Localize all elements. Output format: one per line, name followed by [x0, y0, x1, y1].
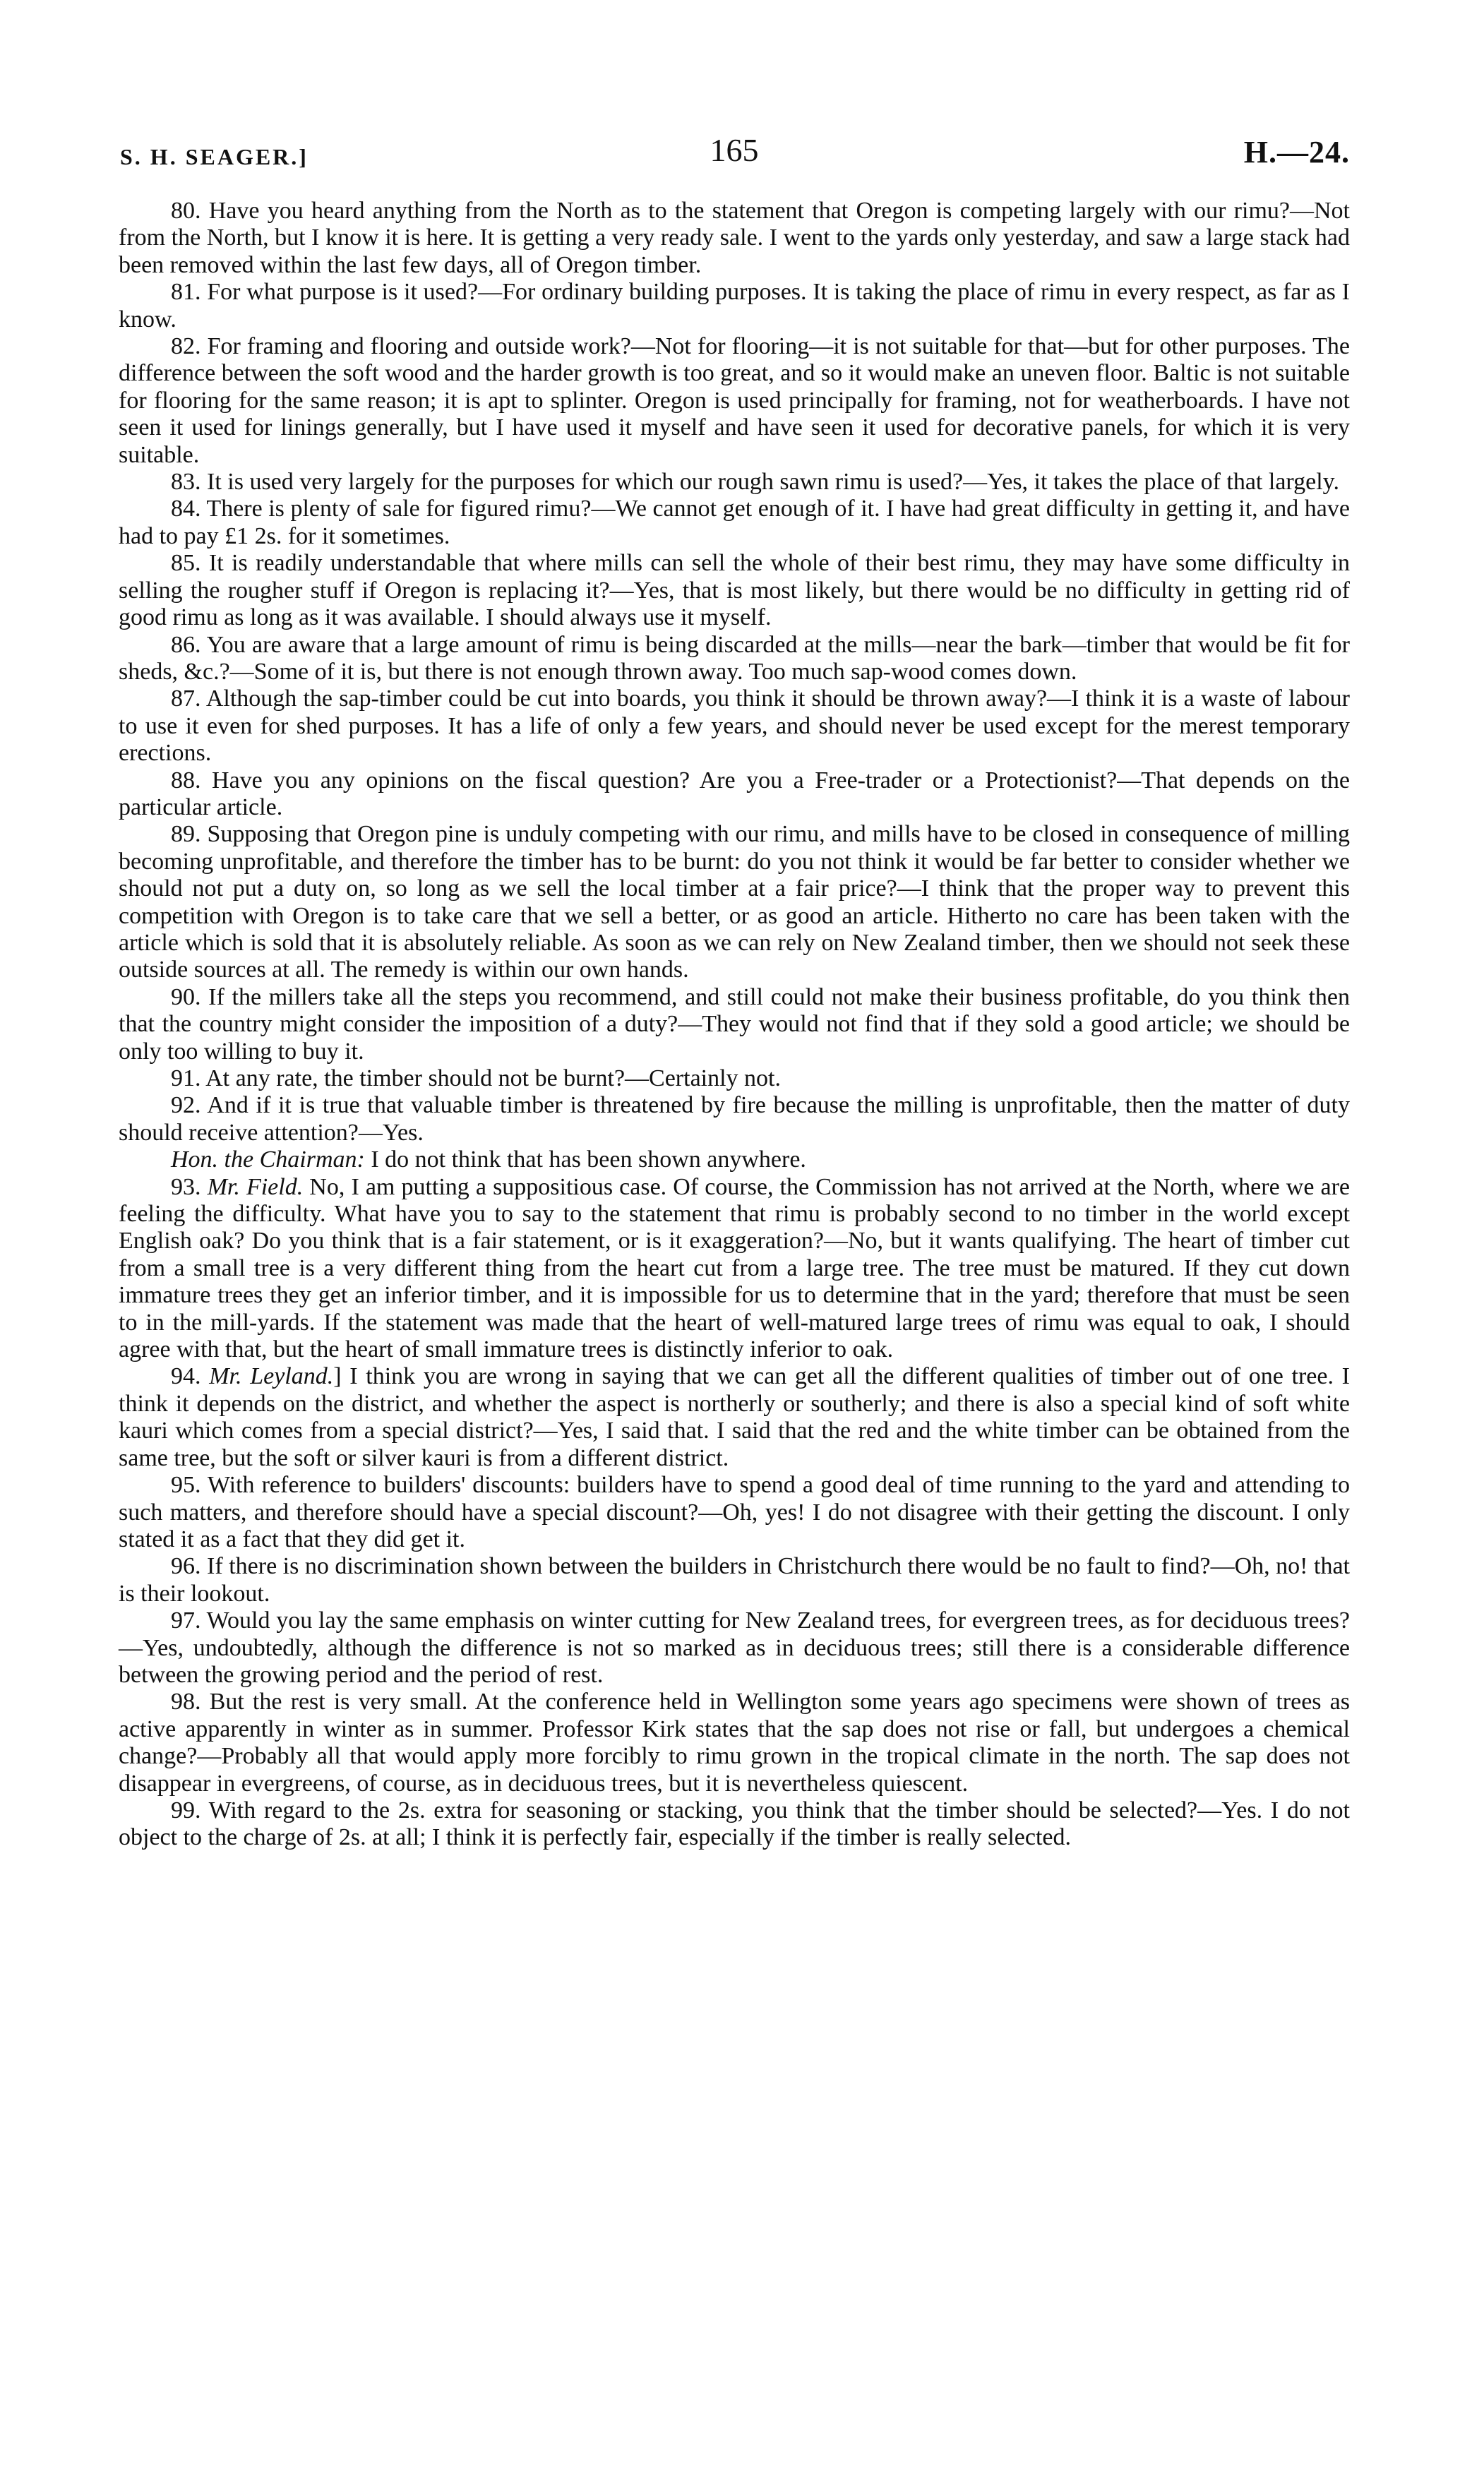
evidence-text — [119, 198, 1350, 1852]
paragraph-98: 98. But the rest is very small. At the conference held in Wellington some years ago specimens were shown of trees as active apparently in winter as in summer. Professor Kirk states that the sap does not rise or fall, but undergoes a chemical change?—Probably all that would apply more forcibly to rimu grown in the tropical climate in the north. The sap does not disappear in evergreens, of course, as in deciduous trees, but it is nevertheless quiescent. — [119, 1689, 1350, 1797]
paragraph-85: 85. It is readily understandable that where mills can sell the whole of their best rimu, they may have some difficulty in selling the rougher stuff if Oregon is replacing it?—Yes, that is most likely, but there would be no difficulty in getting rid of good rimu as long as it was available. I should always use it myself. — [119, 550, 1350, 631]
paragraph-96: 96. If there is no discrimination shown between the builders in Christchurch there would be no fault to find?—Oh, no! that is their lookout. — [119, 1553, 1350, 1607]
paragraph-83: 83. It is used very largely for the purposes for which our rough sawn rimu is used?—Yes, it takes the place of that largely. — [171, 469, 1339, 496]
witness-name: S. H. SEAGER.] — [120, 144, 309, 169]
speaker-name: Hon. the Chairman: — [171, 1146, 365, 1173]
paragraph-87: 87. Although the sap-timber could be cut into boards, you think it should be thrown away?—I think it is a waste of labour to use it even for shed purposes. It has a life of only a few years, and should never be used except for the merest temporary erections. — [119, 685, 1350, 767]
page-header — [119, 113, 1350, 198]
paragraph-81: 81. For what purpose is it used?—For ordinary building purposes. It is taking the place of rimu in every respect, as far as I know. — [119, 279, 1350, 333]
paragraph-95: 95. With reference to builders' discounts: builders have to spend a good deal of time running to the yard and attending to such matters, and therefore should have a special discount?—Oh, yes! I do not disagree with their getting the discount. I only stated it as a fact that they did get it. — [119, 1472, 1350, 1552]
paragraph-88: 88. Have you any opinions on the fiscal question? Are you a Free-trader or a Protectionist?—That depends on the particular article. — [119, 767, 1350, 820]
paragraph-99: 99. With regard to the 2s. extra for seasoning or stacking, you think that the timber should be selected?—Yes. I do not object to the charge of 2s. at all; I think it is perfectly fair, especially if the timber is really selected. — [119, 1797, 1350, 1851]
paragraph-97: 97. Would you lay the same emphasis on winter cutting for New Zealand trees, for evergreen trees, as for deciduous trees?—Yes, undoubtedly, although the difference is not so marked as in deciduous trees; still there is a considerable difference between the growing period and the period of rest. — [119, 1607, 1350, 1688]
speaker-name: Mr. Leyland. — [209, 1363, 334, 1390]
page-number: 165 — [710, 132, 759, 168]
paragraph-92: 92. And if it is true that valuable timber is threatened by fire because the milling is unprofitable, then the matter of duty should receive attention?—Yes. — [119, 1092, 1350, 1146]
paragraph-94: 94. Mr. Leyland.] I think you are wrong in saying that we can get all the different qualities of timber out of one tree. I think it depends on the district, and whether the aspect is northerly or southerly; and there is also a special kind of soft white kauri which comes from a special district?—Yes, I said that. I said that the red and the white timber can be obtained from the same tree, but the soft or silver kauri is from a different district. — [119, 1363, 1350, 1471]
paragraph-89: 89. Supposing that Oregon pine is unduly competing with our rimu, and mills have to be closed in consequence of milling becoming unprofitable, and therefore the timber has to be burnt: do you not think it would be far better to consider whether we should not put a duty on, so long as we sell the local timber at a fair price?—I think that the proper way to prevent this competition with Oregon is to take care that we sell a better, or as good an article. Hitherto no care has been taken with the article which is sold that it is absolutely reliable. As soon as we can rely on New Zealand timber, then we should not seek these outside sources at all. The remedy is within our own hands. — [119, 821, 1350, 983]
speaker-name: Mr. Field. — [207, 1173, 304, 1200]
paragraph-82: 82. For framing and flooring and outside work?—Not for flooring—it is not suitable for that—but for other purposes. The difference between the soft wood and the harder growth is too great, and so it would make an uneven floor. Baltic is not suitable for flooring for the same reason; it is apt to splinter. Oregon is used principally for framing, not for weatherboards. I have not seen it used for linings generally, but I have used it myself and have seen it used for decorative panels, for which it is very suitable. — [119, 333, 1350, 468]
paragraph-90: 90. If the millers take all the steps you recommend, and still could not make their business profitable, do you think then that the country might consider the imposition of a duty?—They would not find that if they sold a good article; we should be only too willing to buy it. — [119, 983, 1350, 1065]
paragraph-93: 93. Mr. Field. No, I am putting a suppositious case. Of course, the Commission has not arrived at the North, where we are feeling the difficulty. What have you to say to the statement that rimu is probably second to no timber in the world except English oak? Do you think that is a fair statement, or is it exaggeration?—No, but it wants qualifying. The heart of timber cut from a small tree is a very different thing from the heart cut from a large tree. The tree must be matured. If they cut down immature trees they get an inferior timber, and it is impossible for us to determine that in the yard; therefore that must be seen to in the mill-yards. If the statement was made that the heart of well-matured large trees of rimu was equal to oak, I should agree with that, but the heart of small immature trees is distinctly inferior to oak. — [119, 1173, 1350, 1363]
document-reference: H.—24. — [1243, 135, 1350, 169]
paragraph-91: 91. At any rate, the timber should not be burnt?—Certainly not. — [171, 1065, 781, 1091]
paragraph-chairman: Hon. the Chairman: I do not think that has been shown anywhere. — [171, 1146, 806, 1173]
paragraph-84: 84. There is plenty of sale for figured rimu?—We cannot get enough of it. I have had great difficulty in getting it, and have had to pay £1 2s. for it sometimes. — [119, 496, 1350, 549]
paragraph-86: 86. You are aware that a large amount of rimu is being discarded at the mills—near the bark—timber that would be fit for sheds, &c.?—Some of it is, but there is not enough thrown away. Too much sap-wood comes down. — [119, 631, 1350, 685]
paragraph-80: 80. Have you heard anything from the North as to the statement that Oregon is competing largely with our rimu?—Not from the North, but I know it is here. It is getting a very ready sale. I went to the yards only yesterday, and saw a large stack had been removed within the last few days, all of Oregon timber. — [119, 198, 1350, 278]
